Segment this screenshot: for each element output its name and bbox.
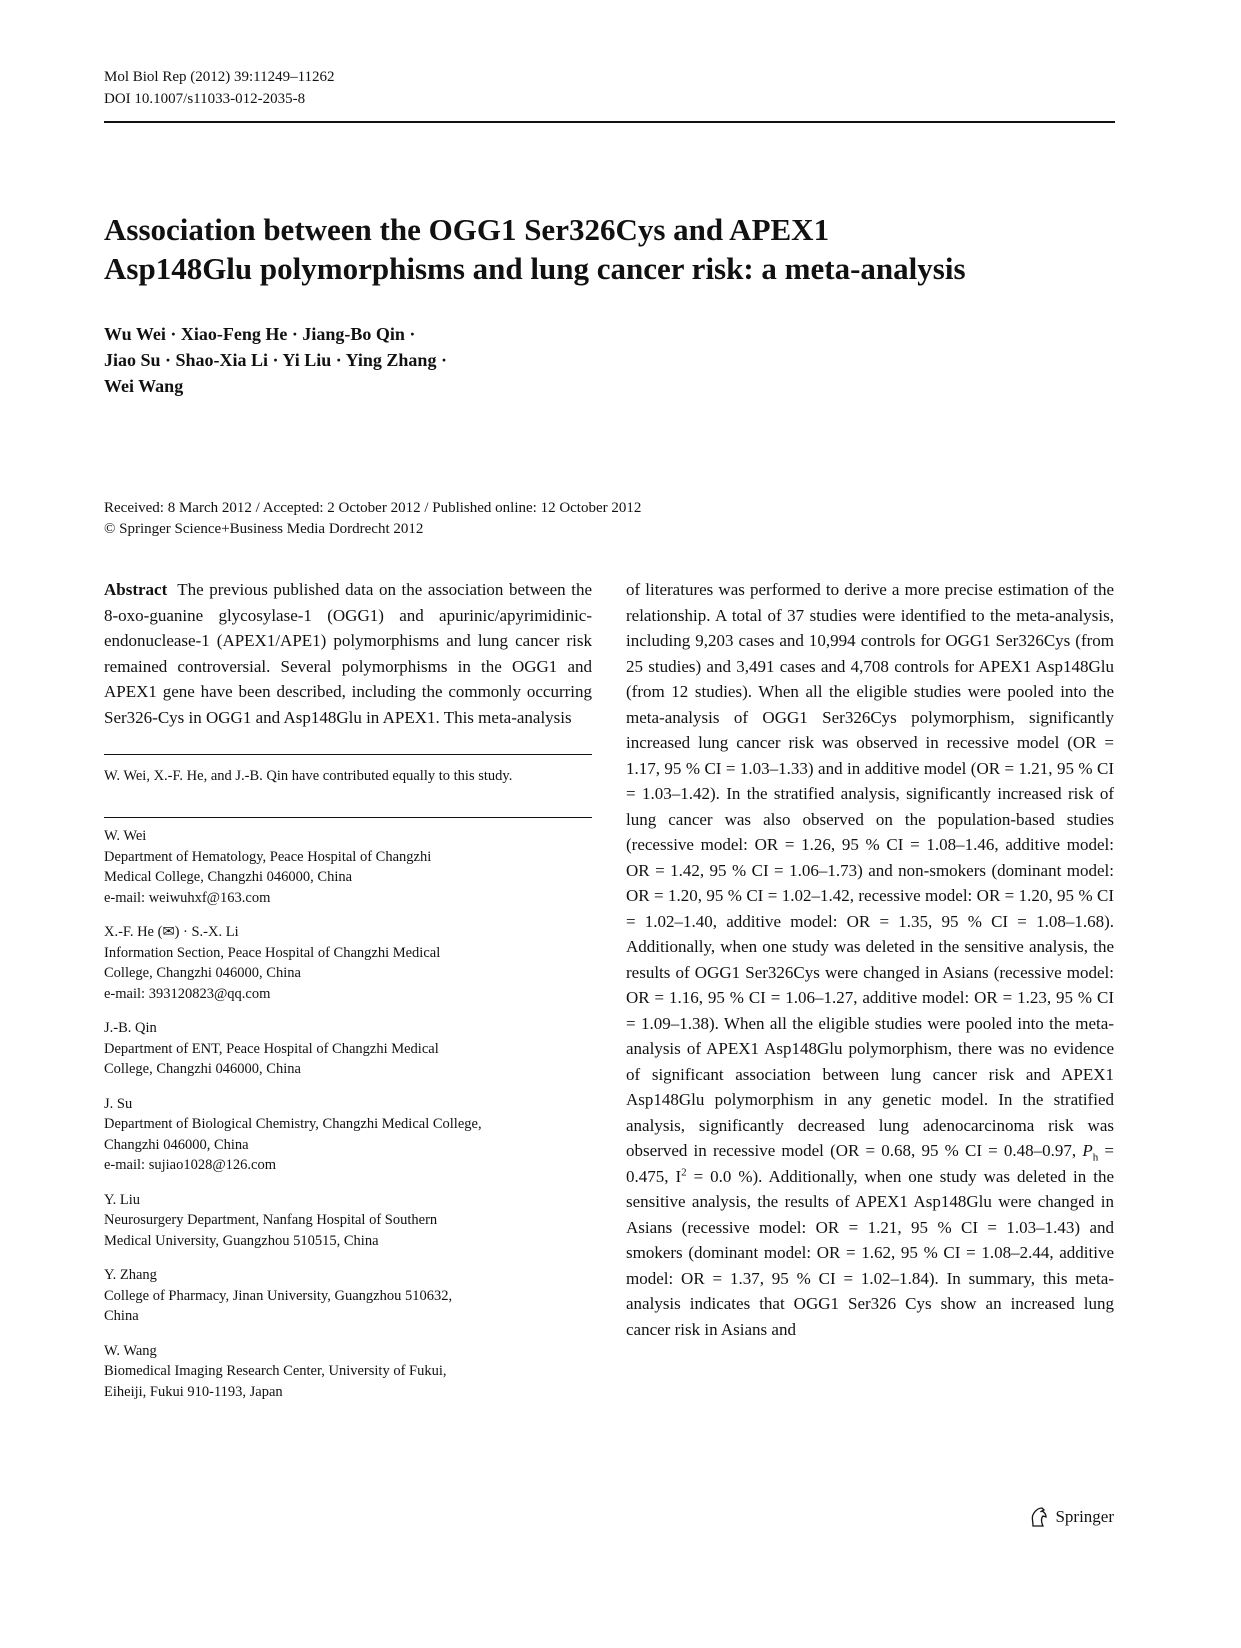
publisher-logo: [1029, 1506, 1114, 1528]
authors-line-1: Wu Wei · Xiao-Feng He · Jiang-Bo Qin ·: [104, 324, 416, 344]
abstract-label: Abstract: [104, 580, 168, 599]
affiliation-name: X.-F. He (✉) · S.-X. Li: [104, 924, 239, 940]
affiliation-item: [104, 1018, 592, 1080]
affiliation-line: Neurosurgery Department, Nanfang Hospital of Southern: [104, 1212, 438, 1228]
affiliation-line: China: [104, 1308, 139, 1324]
authors-line-3: Wei Wang: [104, 376, 184, 396]
ph-subscript: h: [1092, 1151, 1099, 1164]
affiliation-line: Changzhi 046000, China: [104, 1136, 249, 1153]
affiliation-item: [104, 922, 592, 1004]
authors-line-2: Jiao Su · Shao-Xia Li · Yi Liu · Ying Zhang ·: [104, 350, 447, 370]
article-dates: [104, 498, 904, 540]
ph-value: = 0.475, I: [626, 1141, 1114, 1186]
affiliation-email[interactable]: e-mail: weiwuhxf@163.com: [104, 889, 271, 906]
equal-contribution-note: W. Wei, X.-F. He, and J.-B. Qin have contributed equally to this study.: [104, 768, 513, 784]
abstract-left-column: [104, 577, 592, 730]
affiliation-name: W. Wang: [104, 1342, 157, 1359]
copyright: © Springer Science+Business Media Dordrecht 2012: [104, 521, 424, 537]
journal-header: [104, 66, 335, 110]
affiliation-line: Department of ENT, Peace Hospital of Changzhi Medical: [104, 1040, 439, 1057]
affiliation-line: College, Changzhi 046000, China: [104, 1061, 301, 1077]
springer-horse-icon: [1029, 1506, 1049, 1528]
affiliation-line: College of Pharmacy, Jinan University, Guangzhou 510632,: [104, 1287, 453, 1304]
affiliation-email[interactable]: e-mail: 393120823@qq.com: [104, 985, 271, 1002]
publisher-name: Springer: [1055, 1507, 1114, 1526]
affiliation-line: Medical University, Guangzhou 510515, China: [104, 1232, 379, 1249]
affiliation-line: Information Section, Peace Hospital of Changzhi Medical: [104, 944, 441, 961]
journal-citation: Mol Biol Rep (2012) 39:11249–11262: [104, 69, 335, 85]
affiliation-item: [104, 1094, 592, 1176]
abstract-text-right-b: = 0.0 %). Additionally, when one study was deleted in the sensitive analysis, the results of APEX1 Asp148Glu were changed in Asians (recessive model: OR = 1.21, 95 % CI = 1.03–1.43) and smokers (dominant model: OR = 1.62, 95 % CI = 1.08–2.44, additive model: OR = 1.37, 95 % CI = 1.02–1.84). In summary, this meta-analysis indicates that OGG1 Ser326 Cys show an increased lung cancer risk in Asians and: [626, 1166, 1114, 1339]
affiliation-line: Eiheiji, Fukui 910-1193, Japan: [104, 1383, 283, 1400]
affiliation-name: W. Wei: [104, 828, 147, 844]
affiliation-item: [104, 826, 592, 908]
affiliation-email[interactable]: e-mail: sujiao1028@126.com: [104, 1157, 277, 1173]
affiliation-item: [104, 1341, 592, 1403]
title-line-2: Asp148Glu polymorphisms and lung cancer risk: a meta-analysis: [104, 251, 966, 286]
affiliation-name: J. Su: [104, 1095, 133, 1112]
footnote-rule-top: [104, 754, 592, 755]
affiliation-item: [104, 1265, 592, 1327]
abstract-text-right-a: of literatures was performed to derive a more precise estimation of the relationship. A total of 37 studies were identified to the meta-analysis, including 9,203 cases and 10,994 controls for OGG1 Ser326Cys (from 25 studies) and 3,491 cases and 4,708 controls for APEX1 Asp148Glu (from 12 studies). When all the eligible studies were pooled into the meta-analysis of OGG1 Ser326Cys polymorphism, significantly increased lung cancer risk was observed in recessive model (OR = 1.17, 95 % CI = 1.03–1.33) and in additive model (OR = 1.21, 95 % CI = 1.03–1.42). In the stratified analysis, significantly increased risk of lung cancer was also observed on the population-based studies (recessive model: OR = 1.26, 95 % CI = 1.08–1.46, additive model: OR = 1.42, 95 % CI = 1.06–1.73) and non-smokers (dominant model: OR = 1.20, 95 % CI = 1.02–1.42, recessive model: OR = 1.20, 95 % CI = 1.02–1.40, additive model: OR = 1.35, 95 % CI = 1.08–1.68). Additionally, when one study was deleted in the sensitive analysis, the results of OGG1 Ser326Cys were changed in Asians (recessive model: OR = 1.16, 95 % CI = 1.06–1.27, additive model: OR = 1.23, 95 % CI = 1.09–1.38). When all the eligible studies were pooled into the meta-analysis of APEX1 Asp148Glu polymorphism, there was no evidence of significant association between lung cancer risk and APEX1 Asp148Glu polymorphism in any genetic model. In the stratified analysis, significantly decreased lung adenocarcinoma risk was observed in recessive model (OR = 0.68, 95 % CI = 0.48–0.97,: [626, 580, 1114, 1160]
affiliation-line: College, Changzhi 046000, China: [104, 965, 301, 981]
date-history: Received: 8 March 2012 / Accepted: 2 October 2012 / Published online: 12 October 2012: [104, 500, 642, 516]
footnote-rule-bottom: [104, 817, 592, 818]
i2-superscript: 2: [681, 1165, 687, 1178]
abstract-text-left: The previous published data on the association between the 8-oxo-guanine glycosylase-1 (OGG1) and apurinic/apyrimidinic-endonuclease-1 (APEX1/APE1) polymorphisms and lung cancer risk remained controversial. Several polymorphisms in the OGG1 and APEX1 gene have been described, including the commonly occurring Ser326-Cys in OGG1 and Asp148Glu in APEX1. This meta-analysis: [104, 580, 592, 727]
ph-symbol: P: [1082, 1141, 1093, 1160]
abstract-right-column: [626, 577, 1114, 1342]
title-line-1: Association between the OGG1 Ser326Cys and APEX1: [104, 212, 830, 247]
affiliation-line: Department of Hematology, Peace Hospital of Changzhi: [104, 848, 432, 865]
article-title: [104, 210, 1114, 288]
affiliation-name: J.-B. Qin: [104, 1020, 157, 1036]
affiliation-line: Medical College, Changzhi 046000, China: [104, 869, 353, 885]
affiliation-item: [104, 1190, 592, 1252]
affiliation-line: Biomedical Imaging Research Center, University of Fukui,: [104, 1363, 447, 1379]
affiliation-name: Y. Liu: [104, 1191, 140, 1208]
affiliation-name: Y. Zhang: [104, 1267, 157, 1283]
affiliation-line: Department of Biological Chemistry, Changzhi Medical College,: [104, 1116, 482, 1132]
header-rule: [104, 121, 1115, 123]
author-list: [104, 321, 804, 399]
affiliation-list: [104, 826, 592, 1416]
journal-doi: DOI 10.1007/s11033-012-2035-8: [104, 91, 306, 107]
